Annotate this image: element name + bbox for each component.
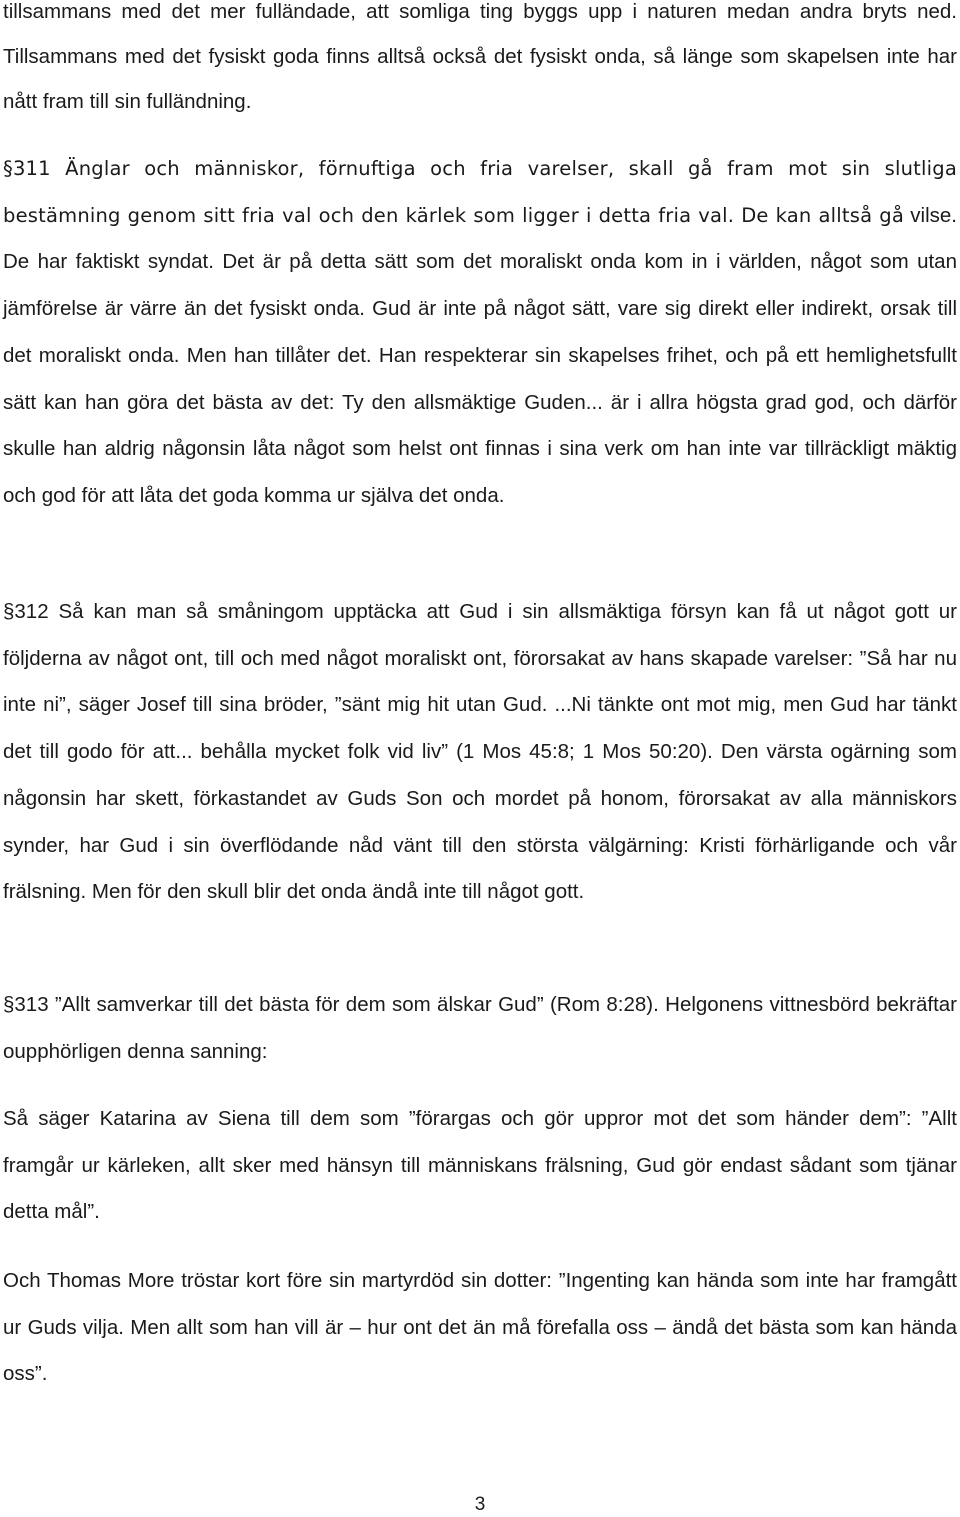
paragraph-text: tillsammans med det mer fulländade, att somliga ting byggs upp i naturen medan andra bryts ned. Tillsammans med det fysiskt goda finns alltså också det fysiskt onda, så länge som skapelsen inte har nått fram till sin fulländning. — [3, 0, 957, 113]
paragraph-katarina — [3, 1096, 957, 1236]
paragraph-text: vilse. De har faktiskt syndat. Det är på detta sätt som det moraliskt onda kom in i världen, något som utan jämförelse är värre än det fysiskt onda. Gud är inte på något sätt, vare sig direkt eller indirekt, orsak till det moraliskt onda. Men han tillåter det. Han respekterar sin skapelses frihet, och på ett hemlighetsfullt sätt kan han göra det bästa av det: Ty den allsmäktige Guden... är i allra högsta grad god, och därför skulle han aldrig någonsin låta något som helst ont finnas i sina verk om han inte var tillräckligt mäktig och god för att låta det goda komma ur själva det onda. — [3, 203, 958, 507]
paragraph-text: §312 Så kan man så småningom upptäcka att Gud i sin allsmäktiga försyn kan få ut något gott ur följderna av något ont, till och med något moraliskt ont, förorsakat av hans skapade varelser: ”Så har nu inte ni”, säger Josef till sina bröder, ”sänt mig hit utan Gud. ...Ni tänkte ont mot mig, men Gud har tänkt det till godo för att... behålla mycket folk vid liv” (1 Mos 45:8; 1 Mos 50:20). Den värsta ogärning som någonsin har skett, förkastandet av Guds Son och mordet på honom, förorsakat av alla människors synder, har Gud i sin överflödande nåd vänt till den största välgärning: Kristi förhärligande och vår frälsning. Men för den skull blir det onda ändå inte till något gott. — [3, 600, 957, 904]
paragraph-thomas-more — [3, 1258, 957, 1398]
page-number: 3 — [474, 1494, 486, 1515]
paragraph-text: §313 ”Allt samverkar till det bästa för dem som älskar Gud” (Rom 8:28). Helgonens vittnesbörd bekräftar oupphörligen denna sanning: — [3, 993, 957, 1063]
paragraph-313 — [3, 982, 957, 1075]
paragraph-311 — [3, 146, 957, 520]
paragraph-lead: §311 Änglar och människor, förnuftiga och fria varelser, skall gå fram mot sin slutliga bestämning genom sitt fria val och den kärlek som ligger i detta fria val. De kan alltså gå — [3, 157, 957, 227]
paragraph-intro — [3, 0, 957, 124]
paragraph-312 — [3, 589, 957, 916]
paragraph-text: Och Thomas More tröstar kort före sin martyrdöd sin dotter: ”Ingenting kan hända som inte har framgått ur Guds vilja. Men allt som han vill är – hur ont det än må förefalla oss – ändå det bästa som kan hända oss”. — [3, 1269, 957, 1386]
paragraph-text: Så säger Katarina av Siena till dem som ”förargas och gör uppror mot det som händer dem”: ”Allt framgår ur kärleken, allt sker med hänsyn till människans frälsning, Gud gör endast sådant som tjänar detta mål”. — [3, 1107, 957, 1224]
